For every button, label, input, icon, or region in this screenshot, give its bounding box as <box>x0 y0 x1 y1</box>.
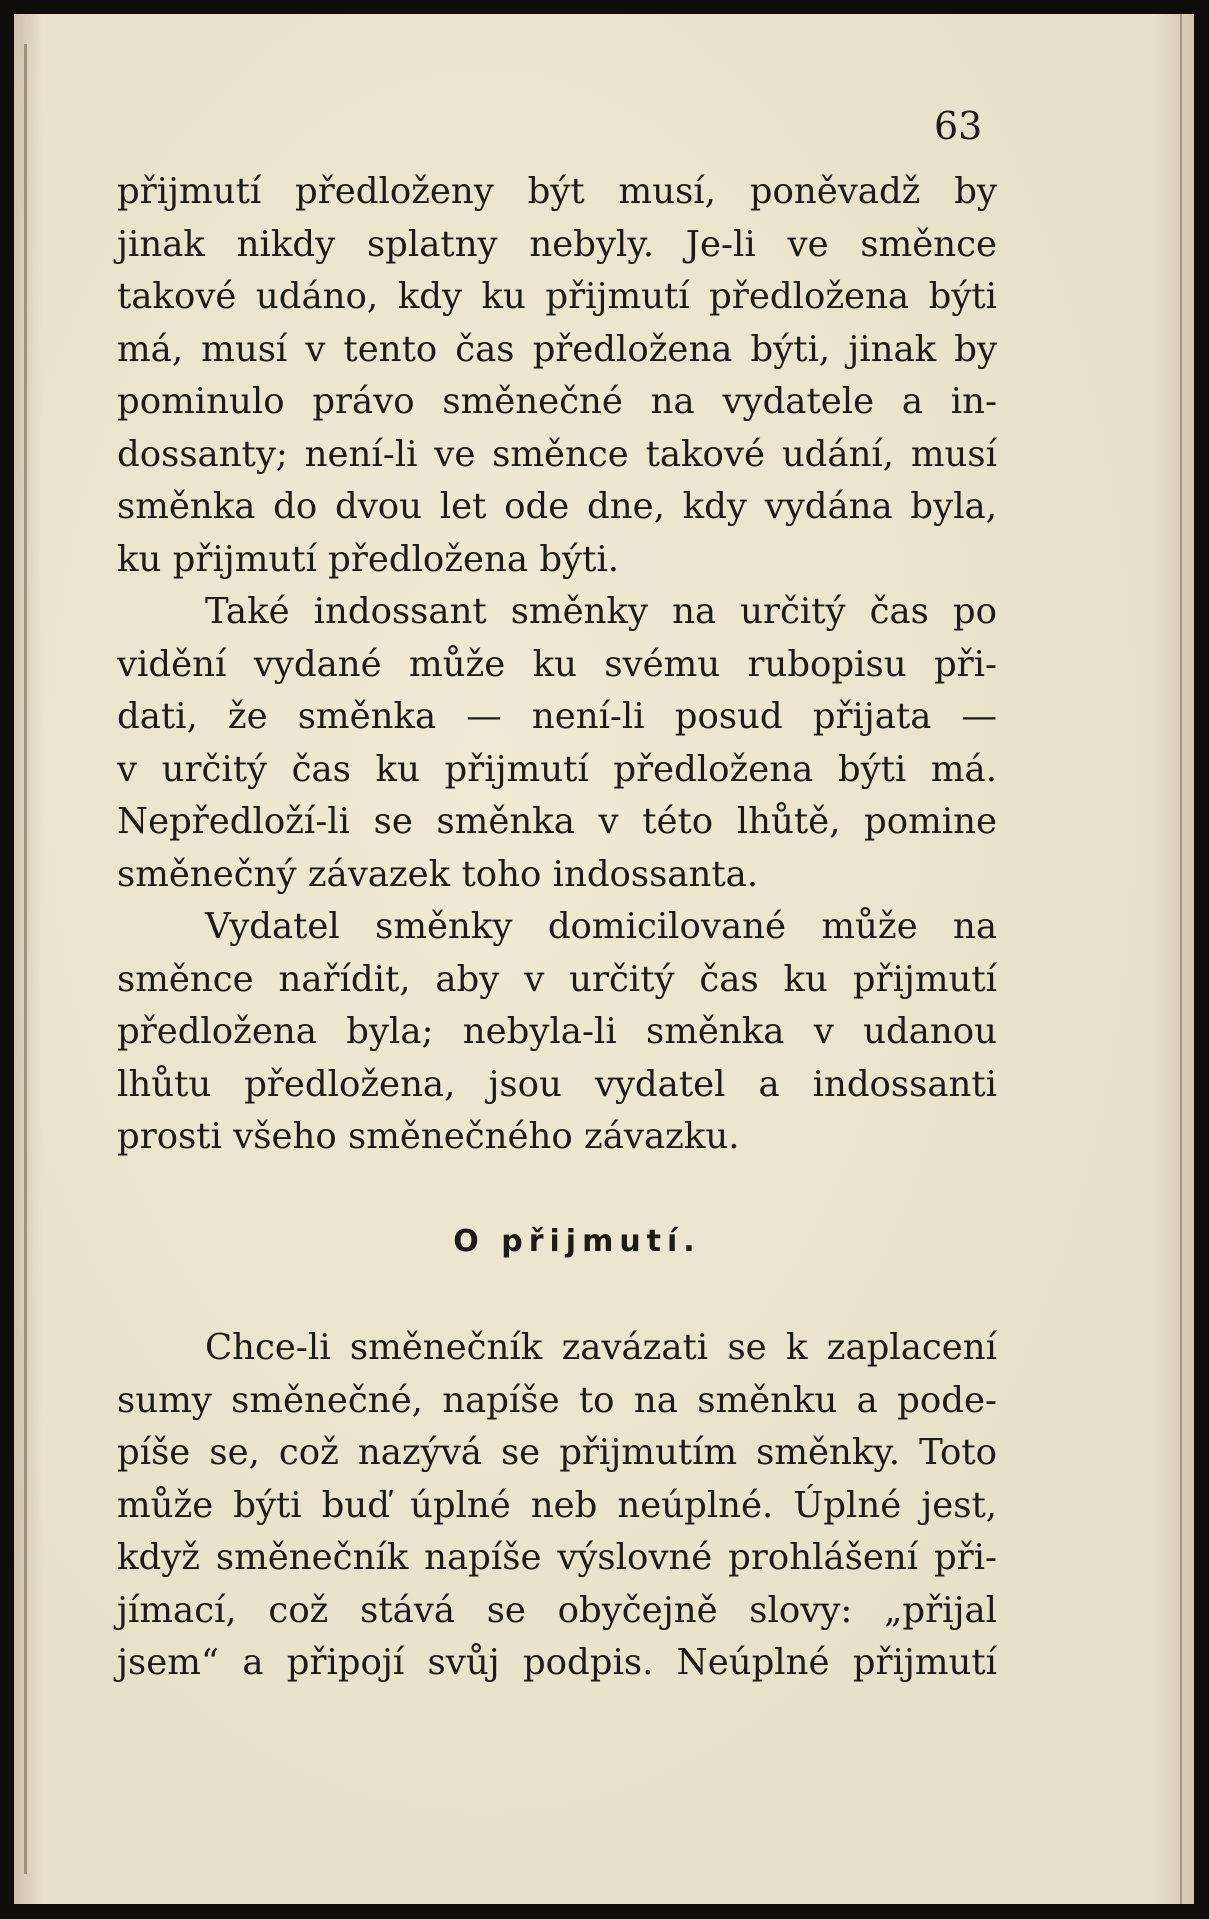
book-page <box>14 14 1194 1904</box>
text-line: vidění vydané může ku svému rubopisu při- <box>117 643 997 685</box>
text-line: směnečný závazek toho indossanta. <box>117 853 759 895</box>
text-line: směnka do dvou let ode dne, kdy vydána byla, <box>117 486 997 527</box>
section-heading: O přijmutí. <box>453 1223 701 1259</box>
page-body-text <box>117 166 997 1690</box>
text-line: má, musí v tento čas předložena býti, jinak by <box>117 328 997 370</box>
text-line: směnce nařídit, aby v určitý čas ku přijmutí <box>117 958 997 1000</box>
text-line: pominulo právo směnečné na vydatele a in- <box>117 381 997 422</box>
text-line: přijmutí předloženy být musí, poněvadž by <box>117 171 997 212</box>
text-line: předložena byla; nebyla-li směnka v udanou <box>117 1011 997 1052</box>
text-line: v určitý čas ku přijmutí předložena býti má. <box>117 748 997 790</box>
spacer <box>117 1164 997 1216</box>
paragraph-3 <box>117 901 997 1164</box>
text-line: Také indossant směnky na určitý čas po <box>205 591 997 632</box>
page-edge <box>1180 14 1182 1904</box>
text-line: lhůtu předložena, jsou vydatel a indossanti <box>117 1063 997 1105</box>
text-line: jinak nikdy splatny nebyly. Je-li ve směnce <box>117 223 997 265</box>
binding-gutter <box>24 44 27 1874</box>
page-number: 63 <box>934 104 983 148</box>
text-line: jímací, což stává se obyčejně slovy: „přijal <box>117 1589 997 1631</box>
text-line: Chce-li směnečník zavázati se k zaplacení <box>205 1327 997 1368</box>
text-line: Vydatel směnky domicilované může na <box>205 906 997 947</box>
text-line: takové udáno, kdy ku přijmutí předložena býti <box>117 276 997 317</box>
text-line: píše se, což nazývá se přijmutím směnky. Toto <box>117 1432 997 1473</box>
text-line: Nepředloží-li se směnka v této lhůtě, pomine <box>117 801 997 842</box>
paragraph-1 <box>117 166 997 586</box>
section-paragraph <box>117 1322 997 1690</box>
text-line: prosti všeho směnečného závazku. <box>117 1116 740 1157</box>
text-line: sumy směnečné, napíše to na směnku a pode- <box>117 1379 997 1421</box>
text-line: když směnečník napíše výslovné prohlášení při- <box>117 1537 997 1578</box>
text-line: ku přijmutí předložena býti. <box>117 538 620 580</box>
text-line: může býti buď úplné neb neúplné. Úplné jest, <box>117 1484 997 1526</box>
paragraph-2 <box>117 586 997 901</box>
text-line: dossanty; není-li ve směnce takové udání, musí <box>117 433 997 475</box>
text-line: jsem“ a připojí svůj podpis. Neúplné přijmutí <box>117 1642 997 1683</box>
spacer <box>117 1268 997 1322</box>
text-line: dati, že směnka — není-li posud přijata — <box>117 696 997 737</box>
